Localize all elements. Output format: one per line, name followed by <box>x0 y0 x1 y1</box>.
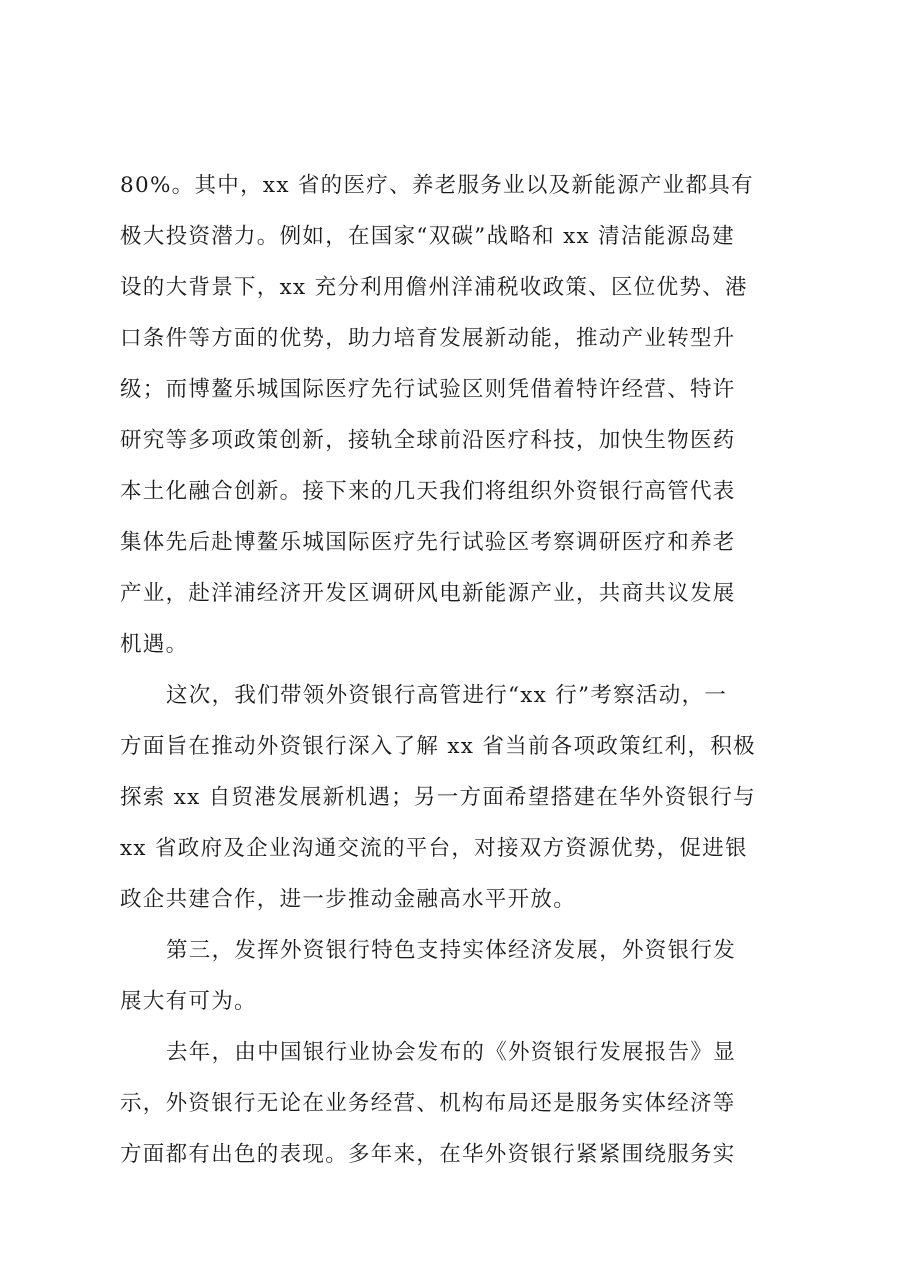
text-line: xx 省政府及企业沟通交流的平台，对接双方资源优势，促进银 <box>120 836 748 861</box>
text-line: 级；而博鳌乐城国际医疗先行试验区则凭借着特许经营、特许 <box>120 377 736 402</box>
text-line: 探索 xx 自贸港发展新机遇；另一方面希望搭建在华外资银行与 <box>120 785 756 810</box>
text-line: 极大投资潜力。例如，在国家“双碳”战略和 xx 清洁能源岛建 <box>120 224 735 249</box>
text-line: 本土化融合创新。接下来的几天我们将组织外资银行高管代表 <box>120 479 736 504</box>
text-line: 设的大背景下，xx 充分利用儋州洋浦税收政策、区位优势、港 <box>120 275 748 300</box>
paragraph-first-line: 这次，我们带领外资银行高管进行“xx 行”考察活动，一 <box>166 683 728 708</box>
text-line: 集体先后赴博鳌乐城国际医疗先行试验区考察调研医疗和养老 <box>120 530 736 555</box>
text-line: 方面旨在推动外资银行深入了解 xx 省当前各项政策红利，积极 <box>120 734 756 759</box>
text-line: 方面都有出色的表现。多年来，在华外资银行紧紧围绕服务实 <box>120 1142 736 1167</box>
section-heading-line: 第三，发挥外资银行特色支持实体经济发展，外资银行发 <box>166 938 737 963</box>
paragraph-first-line: 去年，由中国银行业协会发布的《外资银行发展报告》显 <box>166 1040 737 1065</box>
text-line: 政企共建合作，进一步推动金融高水平开放。 <box>120 887 577 912</box>
text-line: 80%。其中，xx 省的医疗、养老服务业以及新能源产业都具有 <box>120 173 754 198</box>
text-line: 示，外资银行无论在业务经营、机构布局还是服务实体经济等 <box>120 1091 736 1116</box>
text-line: 研究等多项政策创新，接轨全球前沿医疗科技，加快生物医药 <box>120 428 736 453</box>
text-line: 产业，赴洋浦经济开发区调研风电新能源产业，共商共议发展 <box>120 581 736 606</box>
section-heading-line: 展大有可为。 <box>120 989 257 1014</box>
text-line: 机遇。 <box>120 632 189 657</box>
text-line: 口条件等方面的优势，助力培育发展新动能，推动产业转型升 <box>120 326 736 351</box>
document-body <box>120 160 800 1180</box>
